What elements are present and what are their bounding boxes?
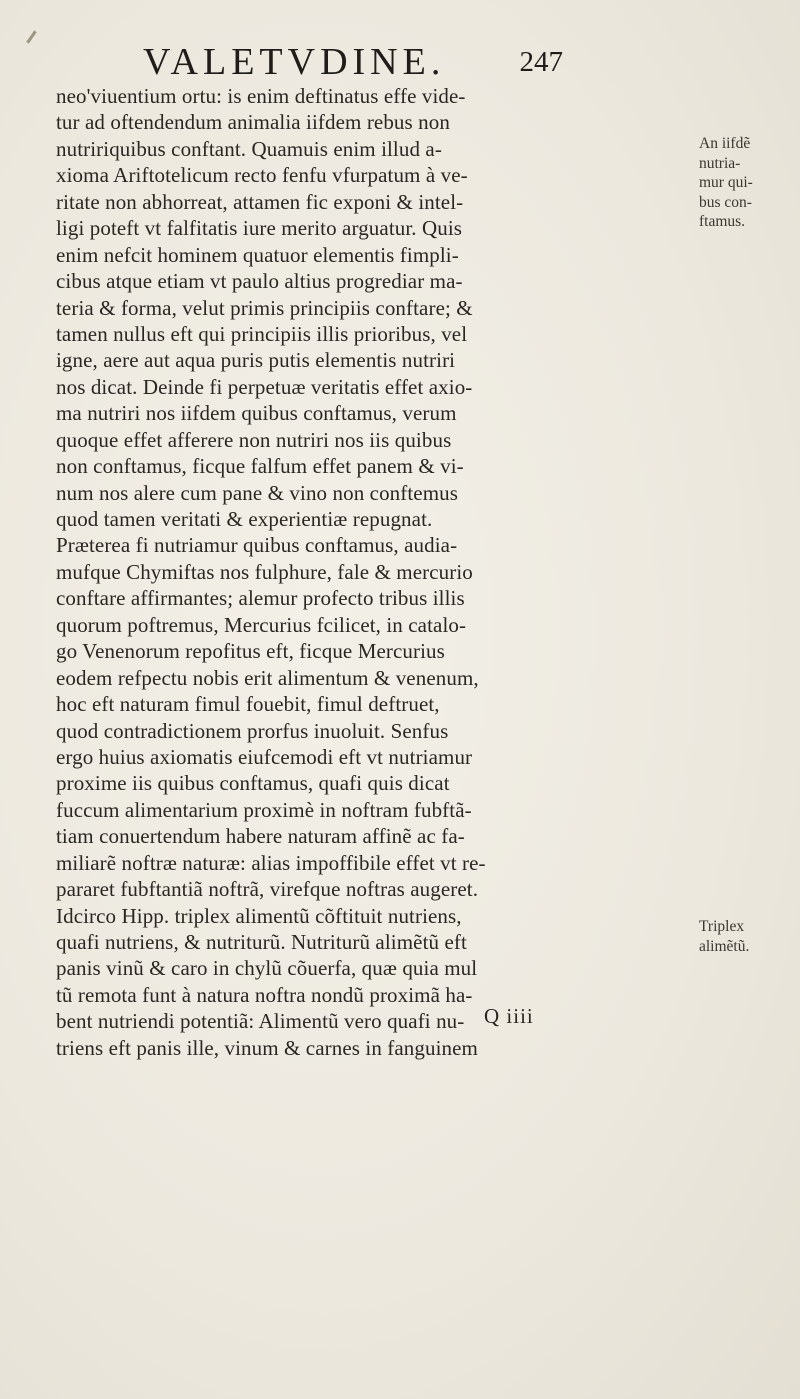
text-line: num nos alere cum pane & vino non conftemus <box>56 480 459 505</box>
text-line: bent nutriendi potentiã: Alimentũ vero quafi nu- <box>56 1009 465 1034</box>
text-line: quod contradictionem prorfus inuoluit. Senfus <box>56 718 449 743</box>
text-line: quod tamen veritati & experientiæ repugnat. <box>56 507 433 531</box>
text-line: Præterea fi nutriamur quibus conftamus, audia- <box>56 533 458 558</box>
text-line: ritate non abhorreat, attamen fic exponi & intel- <box>56 189 464 214</box>
marginal-line: mur qui- <box>699 174 753 191</box>
text-line: quafi nutriens, & nutriturũ. Nutriturũ alimẽtũ eft <box>56 930 467 954</box>
text-line: ligi poteft vt falfitatis iure merito arguatur. Quis <box>56 216 463 241</box>
marginal-line: Triplex <box>699 918 745 935</box>
text-line: conftare affirmantes; alemur profecto tribus illis <box>56 586 465 611</box>
text-line: nutririquibus conftant. Quamuis enim illud a- <box>56 136 442 161</box>
text-line: tur ad oftendendum animalia iifdem rebus non <box>56 110 450 135</box>
text-line: xioma Ariftotelicum recto fenfu vfurpatum à ve- <box>56 163 468 188</box>
text-line: fuccum alimentarium proximè in noftram fubftã- <box>56 797 472 822</box>
text-line: enim nefcit hominem quatuor elementis fimpli- <box>56 242 459 267</box>
marginal-line: ftamus. <box>699 213 746 230</box>
text-line: tamen nullus eft qui principiis illis prioribus, vel <box>56 321 468 346</box>
body-text <box>56 83 686 1061</box>
text-line: ergo huius axiomatis eiufcemodi eft vt nutriamur <box>56 744 473 769</box>
marginal-line: bus con- <box>699 193 752 211</box>
marginal-line: An iifdẽ <box>699 135 751 152</box>
text-line: tũ remota funt à natura noftra nondũ proximã ha- <box>56 982 473 1007</box>
text-line: igne, aere aut aqua puris putis elementis nutriri <box>56 348 456 373</box>
text-line: quorum poftremus, Mercurius fcilicet, in catalo- <box>56 612 467 637</box>
text-line: proxime iis quibus conftamus, quafi quis dicat <box>56 771 450 796</box>
marginal-note <box>699 917 795 956</box>
text-line: panis vinũ & caro in chylũ cõuerfa, quæ quia mul <box>56 956 478 981</box>
marginal-note <box>699 134 795 232</box>
text-line: teria & forma, velut primis principiis conftare; & <box>56 295 473 320</box>
text-line: mufque Chymiftas nos fulphure, fale & mercurio <box>56 559 473 584</box>
text-line: miliarẽ noftræ naturæ: alias impoffibile effet vt re- <box>56 850 486 875</box>
marginal-line: alimẽtũ. <box>699 937 750 955</box>
text-line: cibus atque etiam vt paulo altius progrediar ma- <box>56 269 463 294</box>
text-line: hoc eft naturam fimul fouebit, fimul deftruet, <box>56 692 440 717</box>
text-line: pararet fubftantiã noftrã, virefque noftras augeret. <box>56 877 479 902</box>
signature-mark: Q iiii <box>484 1004 534 1028</box>
text-line: tiam conuertendum habere naturam affinẽ ac fa- <box>56 824 465 849</box>
page-number: 247 <box>519 46 563 78</box>
running-head <box>143 40 563 84</box>
marginal-line: nutria- <box>699 154 741 172</box>
text-line: triens eft panis ille, vinum & carnes in fanguinem <box>56 1035 478 1060</box>
text-line: go Venenorum repofitus eft, ficque Mercurius <box>56 639 445 664</box>
running-title: VALETVDINE. <box>143 41 446 83</box>
text-line: ma nutriri nos iifdem quibus conftamus, verum <box>56 401 457 426</box>
text-line: quoque effet afferere non nutriri nos iis quibus <box>56 427 452 452</box>
text-line: nos dicat. Deinde fi perpetuæ veritatis effet axio- <box>56 374 473 399</box>
ink-mark <box>26 30 36 43</box>
text-line: neo'viuentium ortu: is enim deftinatus effe vide- <box>56 84 466 108</box>
text-line: Idcirco Hipp. triplex alimentũ cõftituit nutriens, <box>56 903 462 928</box>
text-line: non conftamus, ficque falfum effet panem & vi- <box>56 454 464 479</box>
text-line: eodem refpectu nobis erit alimentum & venenum, <box>56 665 479 690</box>
